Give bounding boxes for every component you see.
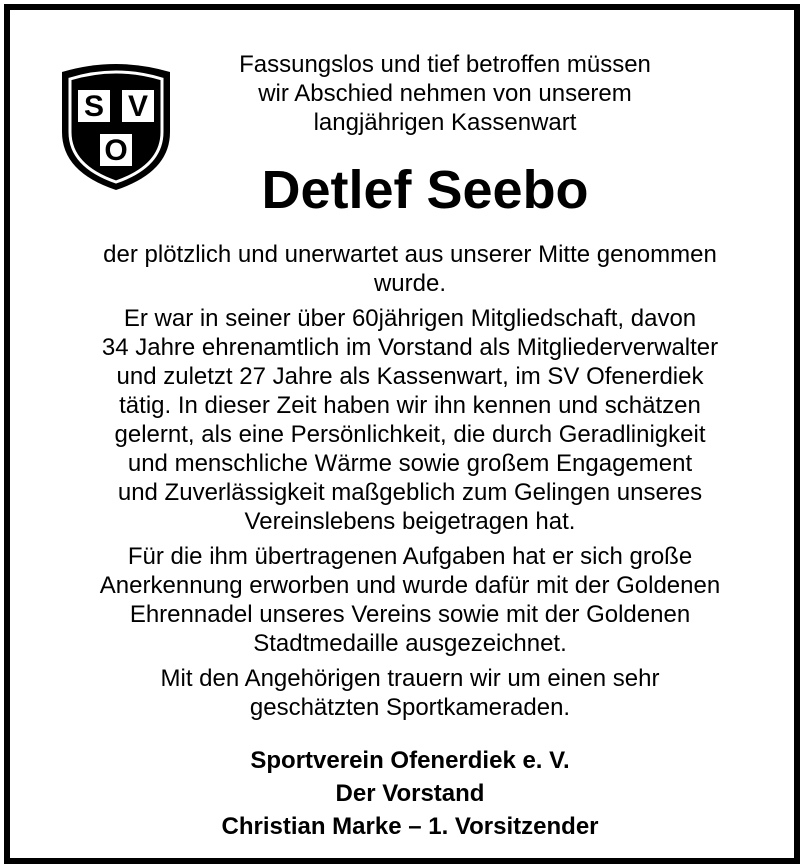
board-label: Der Vorstand: [335, 780, 485, 807]
body-line: gelernt, als eine Persönlichkeit, die durch Geradlinigkeit: [114, 421, 706, 448]
body-line: Mit den Angehörigen trauern wir um einen sehr: [160, 665, 660, 692]
intro-line: langjährigen Kassenwart: [313, 109, 577, 136]
intro-line: wir Abschied nehmen von unserem: [258, 80, 632, 107]
body-line: Vereinslebens beigetragen hat.: [244, 508, 576, 535]
intro-line: Fassungslos und tief betroffen müssen: [239, 51, 651, 78]
club-logo: [58, 60, 174, 192]
body-line: wurde.: [373, 270, 447, 297]
body-line: und menschliche Wärme sowie großem Engagement: [127, 450, 693, 477]
obituary-body: [50, 240, 770, 722]
body-line: 34 Jahre ehrenamtlich im Vorstand als Mitgliederverwalter: [101, 334, 719, 361]
body-line: tätig. In dieser Zeit haben wir ihn kennen und schätzen: [119, 392, 701, 419]
body-line: und zuletzt 27 Jahre als Kassenwart, im SV Ofenerdiek: [116, 363, 704, 390]
chairman-name: Christian Marke – 1. Vorsitzender: [221, 813, 599, 840]
intro-text: [180, 50, 710, 137]
logo-letter-s: S: [83, 90, 105, 123]
body-line: Er war in seiner über 60jährigen Mitgliedschaft, davon: [123, 305, 697, 332]
body-paragraph: [50, 664, 770, 722]
club-shield-icon: [58, 60, 174, 192]
body-line: Ehrennadel unseres Vereins sowie mit der Goldenen: [129, 601, 691, 628]
body-line: Stadtmedaille ausgezeichnet.: [253, 630, 567, 657]
body-line: Anerkennung erworben und wurde dafür mit der Goldenen: [99, 572, 721, 599]
body-paragraph: [50, 304, 770, 536]
signature-block: [50, 744, 770, 843]
logo-letter-o: O: [104, 134, 128, 167]
obituary-frame: [4, 4, 800, 864]
club-name: Sportverein Ofenerdiek e. V.: [250, 747, 570, 774]
deceased-name: Detlef Seebo: [261, 160, 589, 220]
body-paragraph: [50, 542, 770, 658]
body-paragraph: [50, 240, 770, 298]
body-line: der plötzlich und unerwartet aus unserer Mitte genommen: [103, 241, 717, 268]
body-line: geschätzten Sportkameraden.: [249, 694, 571, 721]
body-line: und Zuverlässigkeit maßgeblich zum Gelingen unseres: [117, 479, 703, 506]
body-line: Für die ihm übertragenen Aufgaben hat er sich große: [127, 543, 693, 570]
logo-letter-v: V: [127, 90, 149, 123]
